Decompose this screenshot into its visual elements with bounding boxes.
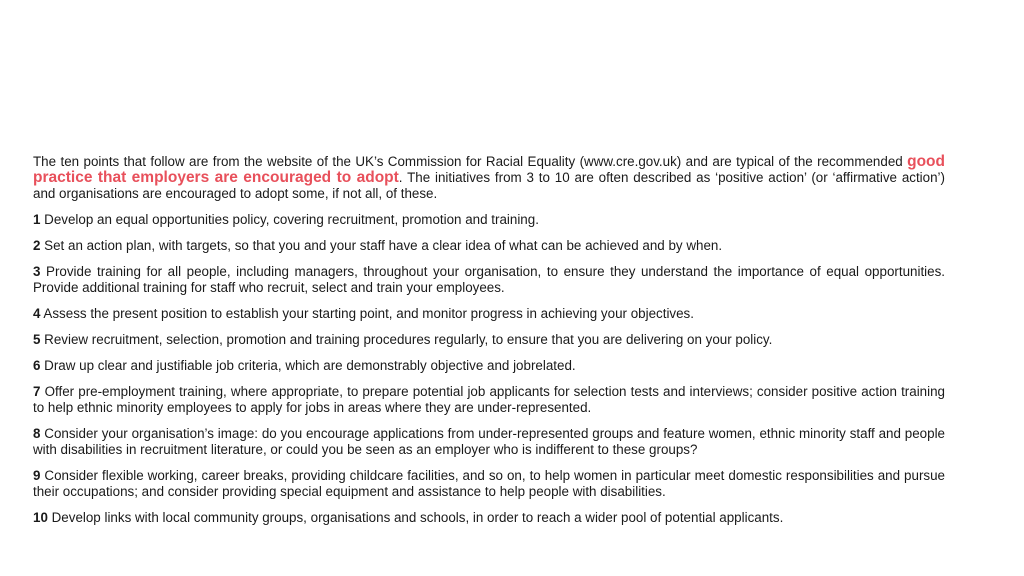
- point-10: [33, 510, 945, 526]
- point-text: Offer pre-employment training, where appropriate, to prepare potential job applicants for selection tests and interviews; consider positive action training to help ethnic minority employees to apply for jobs in areas where they are under-represented.: [33, 384, 945, 415]
- slide-body: [33, 154, 945, 536]
- point-text: Draw up clear and justifiable job criteria, which are demonstrably objective and jobrelated.: [40, 358, 576, 373]
- point-number: 5: [33, 332, 41, 347]
- point-1: [33, 212, 945, 228]
- point-text: Consider flexible working, career breaks, providing childcare facilities, and so on, to help women in particular meet domestic responsibilities and pursue their occupations; and consider providing special equipment and assistance to help people with disabilities.: [33, 468, 945, 499]
- point-5: [33, 332, 945, 348]
- point-number: 2: [33, 238, 41, 253]
- point-3: [33, 264, 945, 296]
- point-6: [33, 358, 945, 374]
- point-number: 8: [33, 426, 41, 441]
- point-text: Review recruitment, selection, promotion and training procedures regularly, to ensure that you are delivering on your policy.: [40, 332, 773, 347]
- point-text: Consider your organisation’s image: do you encourage applications from under-represented groups and feature women, ethnic minority staff and people with disabilities in recruitment literature, or could you be seen as an employer who is indifferent to these groups?: [33, 426, 945, 457]
- point-text: Develop links with local community groups, organisations and schools, in order to reach a wider pool of potential applicants.: [47, 510, 784, 525]
- point-8: [33, 426, 945, 458]
- point-number: 4: [33, 306, 41, 321]
- point-text: Provide training for all people, including managers, throughout your organisation, to ensure they understand the importance of equal opportunities. Provide additional training for staff who recruit, select and train your employees.: [33, 264, 945, 295]
- point-number: 1: [33, 212, 41, 227]
- point-number: 3: [33, 264, 41, 279]
- point-text: Assess the present position to establish your starting point, and monitor progress in achieving your objectives.: [40, 306, 694, 321]
- point-7: [33, 384, 945, 416]
- point-number: 9: [33, 468, 41, 483]
- point-text: Set an action plan, with targets, so that you and your staff have a clear idea of what can be achieved and by when.: [40, 238, 723, 253]
- point-2: [33, 238, 945, 254]
- point-text: Develop an equal opportunities policy, covering recruitment, promotion and training.: [40, 212, 539, 227]
- point-number: 6: [33, 358, 41, 373]
- intro-highlight: good practice that employers are encouraged to adopt: [33, 153, 945, 186]
- intro-text-before: The ten points that follow are from the website of the UK’s Commission for Racial Equality (www.cre.gov.uk) and are typical of the recommended: [33, 154, 908, 169]
- point-number: 10: [33, 510, 48, 525]
- point-9: [33, 468, 945, 500]
- intro-text-after: . The initiatives from 3 to 10 are often described as ‘positive action’ (or ‘affirmative action’) and organisations are encouraged to adopt some, if not all, of these.: [33, 170, 945, 201]
- point-4: [33, 306, 945, 322]
- point-number: 7: [33, 384, 41, 399]
- intro-paragraph: [33, 154, 945, 202]
